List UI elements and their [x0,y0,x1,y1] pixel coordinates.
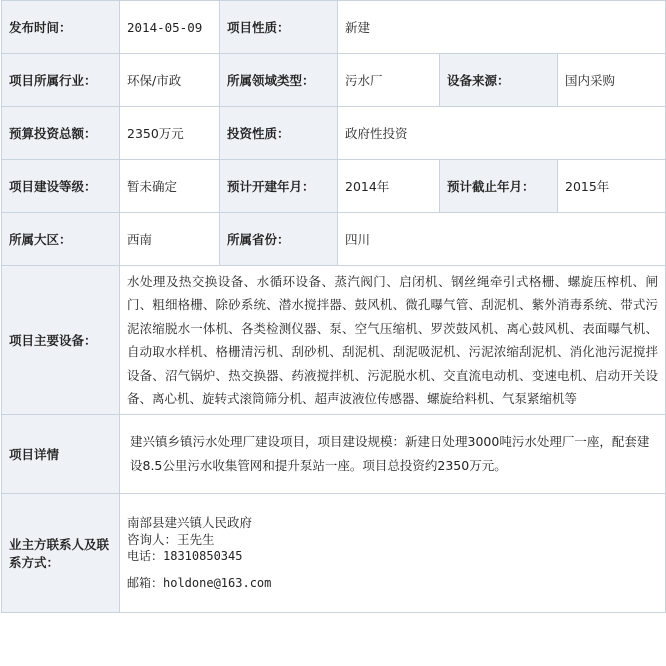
construction-level-value: 暂未确定 [120,160,220,213]
row-details [2,415,666,494]
contact-block [127,515,658,591]
main-equipment-value: 水处理及热交换设备、水循环设备、蒸汽阀门、启闭机、钢丝绳牵引式格栅、螺旋压榨机、闸门、粗细格栅、除砂系统、潜水搅拌器、鼓风机、微孔曝气管、刮泥机、紫外消毒系统、带式污泥浓缩脱水一体机、各类检测仪器、泵、空气压缩机、罗茨鼓风机、离心鼓风机、表面曝气机、自动取水样机、格栅清污机、刮砂机、刮泥机、刮泥吸泥机、污泥浓缩刮泥机、消化池污泥搅拌设备、沼气锅炉、热交换器、药液搅拌机、污泥脱水机、交直流电动机、变速电机、启动开关设备、离心机、旋转式滚筒筛分机、超声波液位传感器、螺旋给料机、气泵紧缩机等 [127,273,659,406]
planned-start-label: 预计开建年月： [220,160,338,213]
region-value: 西南 [120,213,220,266]
planned-start-value: 2014年 [338,160,440,213]
contact-email: 邮箱：holdone@163.com [127,575,272,590]
row-budget [2,107,666,160]
industry-value: 环保/市政 [120,54,220,107]
main-equipment-label: 项目主要设备： [2,266,120,415]
equipment-source-label: 设备来源： [440,54,558,107]
planned-end-label: 预计截止年月： [440,160,558,213]
details-value: 建兴镇乡镇污水处理厂建设项目，项目建设规模：新建日处理3000吨污水处理厂一座，配套建设8.5公里污水收集管网和提升泵站一座。项目总投资约2350万元。 [130,434,650,473]
equipment-source-value: 国内采购 [558,54,666,107]
publish-time-label: 发布时间： [2,1,120,54]
contact-label: 业主方联系人及联系方式： [2,494,120,613]
contact-phone: 电话：18310850345 [127,549,243,563]
project-info-table [1,0,666,613]
publish-time-value: 2014-05-09 [120,1,220,54]
industry-label: 项目所属行业： [2,54,120,107]
contact-person: 咨询人：王先生 [127,531,215,547]
row-publish [2,1,666,54]
row-region [2,213,666,266]
domain-type-label: 所属领域类型： [220,54,338,107]
contact-org: 南部县建兴镇人民政府 [127,515,253,530]
investment-nature-value: 政府性投资 [338,107,666,160]
budget-value: 2350万元 [120,107,220,160]
province-value: 四川 [338,213,666,266]
project-nature-label: 项目性质： [220,1,338,54]
domain-type-value: 污水厂 [338,54,440,107]
province-label: 所属省份： [220,213,338,266]
row-level [2,160,666,213]
construction-level-label: 项目建设等级： [2,160,120,213]
row-industry [2,54,666,107]
budget-label: 预算投资总额： [2,107,120,160]
project-nature-value: 新建 [338,1,666,54]
planned-end-value: 2015年 [558,160,666,213]
investment-nature-label: 投资性质： [220,107,338,160]
details-label: 项目详情 [2,415,120,494]
region-label: 所属大区： [2,213,120,266]
row-contact [2,494,666,613]
row-main-equipment [2,266,666,415]
